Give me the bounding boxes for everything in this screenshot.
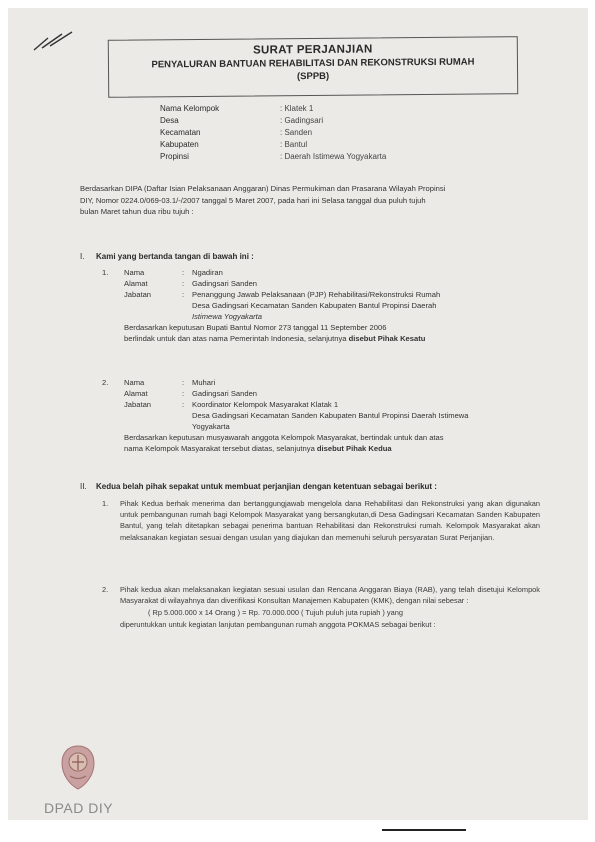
clause-purpose: diperuntukkan untuk kegiatan lanjutan pembangunan rumah anggota POKMAS sebagai berikut : [120, 619, 436, 629]
party-basis [124, 443, 542, 454]
party-position: Koordinator Kelompok Masyarakat Klatak 1 [192, 400, 339, 409]
party-row: Jabatan : Penanggung Jawab Pelaksanaan (PJP) Rehabilitasi/Rekonstruksi Rumah [102, 289, 542, 300]
party-basis [124, 333, 542, 344]
section-number: II. [80, 482, 87, 491]
party-row: Alamat : Gadingsari Sanden [102, 278, 542, 289]
identity-value: : Gadingsari [280, 116, 324, 125]
identity-key: Nama Kelompok [160, 104, 220, 113]
identity-row [160, 115, 386, 127]
party-position-cont: Desa Gadingsari Kecamatan Sanden Kabupaten Bantul Propinsi Daerah Istimewa [192, 411, 469, 420]
section-title: Kedua belah pihak sepakat untuk membuat perjanjian dengan ketentuan sebagai berikut : [96, 482, 437, 491]
party-row: Alamat : Gadingsari Sanden [102, 388, 542, 399]
identity-value: : Klatek 1 [280, 104, 314, 113]
document-page [8, 8, 588, 820]
intro-line: bulan Maret tahun dua ribu tujuh : [80, 207, 194, 216]
party-position-cont: Yogyakarta [192, 422, 230, 431]
party-address: Gadingsari Sanden [192, 279, 258, 288]
party-two [102, 377, 542, 454]
intro-line: Berdasarkan DIPA (Daftar Isian Pelaksanaan Anggaran) Dinas Permukiman dan Prasarana Wilayah Propinsi [80, 184, 446, 193]
identity-key: Kecamatan [160, 128, 201, 137]
section-one-heading [80, 252, 254, 261]
party-position-cont: Istimewa Yogyakarta [192, 312, 262, 321]
identity-key: Desa [160, 116, 179, 125]
party-one [102, 267, 542, 344]
clause-text: Pihak Kedua berhak menerima dan bertanggungjawab mengelola dana Rehabilitasi dan Rekonstruksi yang akan digunakan untuk pembangunan rumah bagi Kelompok Masyarakat yang bersangkutan,di Desa Gadingsari Kecamatan Sanden Kabupaten Bantul, yang telah ditetapkan sebagai penerima bantuan Rehabilitasi dan Rekonstruksi rumah. Kelompok Masyarakat akan melaksanakan kegiatan sesuai dengan usulan yang diajukan dan memenuhi seluruh persyaratan Surat Perjanjian. [120, 499, 540, 542]
clause-number: 1. [102, 499, 109, 508]
field-label: Alamat [124, 389, 148, 398]
field-label: Nama [124, 268, 145, 277]
party-name: Muhari [192, 378, 216, 387]
field-label: Alamat [124, 279, 148, 288]
party-basis-line: Berdasarkan keputusan musyawarah anggota Kelompok Masyarakat, bertindak untuk dan atas [124, 433, 444, 442]
party-row [102, 421, 542, 432]
footer-rule [382, 829, 466, 831]
group-identity [160, 103, 386, 163]
party-basis-line: berlindak untuk dan atas nama Pemerintah Indonesia, selanjutnya [124, 334, 349, 343]
identity-value: : Daerah Istimewa Yogyakarta [280, 152, 387, 161]
clause-number: 2. [102, 585, 109, 594]
party-position-cont: Desa Gadingsari Kecamatan Sanden Kabupaten Bantul Propinsi Daerah [192, 301, 437, 310]
party-basis-line: Berdasarkan keputusan Bupati Bantul Nomor 273 tanggal 11 September 2006 [124, 323, 387, 332]
party-row [102, 410, 542, 421]
party-address: Gadingsari Sanden [192, 389, 258, 398]
document-subtitle: PENYALURAN BANTUAN REHABILITASI DAN REKONSTRUKSI RUMAH [151, 56, 475, 71]
identity-row [160, 139, 386, 151]
document-title: SURAT PERJANJIAN [252, 43, 373, 57]
identity-value: : Bantul [280, 140, 308, 149]
identity-row [160, 151, 386, 163]
clause-text: Pihak kedua akan melaksanakan kegiatan sesuai usulan dan Rencana Anggaran Biaya (RAB), yang telah disetujui Kelompok Masyarakat di wilayahnya dan diverifikasi Konsultan Manajemen Kabupaten (KMK), dengan nilai sebesar : [120, 585, 540, 606]
identity-key: Propinsi [160, 152, 189, 161]
identity-row [160, 103, 386, 115]
party-basis [124, 432, 542, 443]
clause-two [102, 584, 540, 630]
party-index: 1. [102, 268, 109, 277]
party-row: 1. Nama : Ngadiran [102, 267, 542, 278]
pen-mark [32, 28, 76, 58]
party-row [102, 311, 542, 322]
identity-value: : Sanden [280, 128, 313, 137]
party-basis-line: nama Kelompok Masyarakat tersebut diatas, selanjutnya [124, 444, 317, 453]
party-row [102, 300, 542, 311]
party-position: Penanggung Jawab Pelaksanaan (PJP) Rehabilitasi/Rekonstruksi Rumah [192, 290, 441, 299]
field-label: Nama [124, 378, 145, 387]
party-row: Jabatan : Koordinator Kelompok Masyarakat Klatak 1 [102, 399, 542, 410]
field-label: Jabatan [124, 400, 152, 409]
identity-row [160, 127, 386, 139]
document-abbreviation: (SPPB) [296, 70, 330, 83]
document-title-box [108, 36, 518, 98]
party-name: Ngadiran [192, 268, 223, 277]
party-basis [124, 322, 542, 333]
intro-line: DIY, Nomor 0224.0/069-03.1/-/2007 tanggal 5 Maret 2007, pada hari ini Selasa tanggal dua puluh tujuh [80, 195, 426, 205]
clause-one [102, 498, 540, 543]
archive-watermark: DPAD DIY [44, 800, 114, 816]
section-number: I. [80, 252, 85, 261]
party-index: 2. [102, 378, 109, 387]
party-row: 2. Nama : Muhari [102, 377, 542, 388]
section-title: Kami yang bertanda tangan di bawah ini : [96, 252, 254, 261]
party-designation: disebut Pihak Kesatu [348, 334, 426, 343]
identity-key: Kabupaten [160, 140, 199, 149]
field-label: Jabatan [124, 290, 152, 299]
section-two-heading [80, 482, 437, 491]
regional-seal-logo [58, 743, 98, 791]
clause-amount: ( Rp 5.000.000 x 14 Orang ) = Rp. 70.000.000 ( Tujuh puluh juta rupiah ) yang [148, 608, 403, 618]
intro-paragraph [80, 183, 550, 218]
party-designation: disebut Pihak Kedua [316, 444, 392, 453]
